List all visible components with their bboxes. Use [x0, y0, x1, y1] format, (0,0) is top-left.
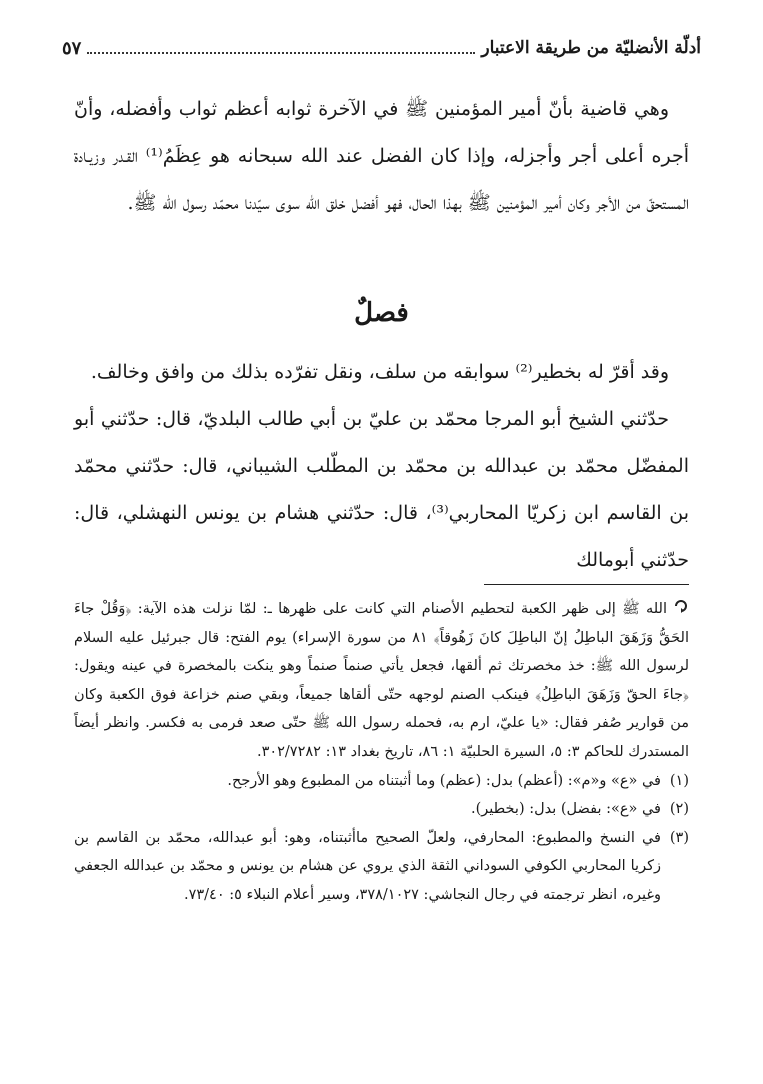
- footnote-3: [74, 824, 689, 910]
- page-number: ٥٧: [62, 37, 82, 59]
- footnote-continuation: [74, 595, 689, 767]
- continuation-arrow-icon: [667, 595, 689, 624]
- footnote-separator: [484, 584, 689, 585]
- paragraph-1: وهي قاضية بأنّ أمير المؤمنين ﷺ في الآخرة ثوابه أعظم ثواب وأفضله، وأنّ أجره أعلى أجر وأجزله، وإذا كان الفضل عند الله سبحانه هو عِظَمُ⁽¹⁾ القـدر وزيـادة المستحقّ من الأجر وكان أمير المؤمنين ﷺ بهذا الحال، فهو أفضل خلق الله سوى سيّدنا محمّد رسول الله ﷺ.: [74, 98, 689, 214]
- footnote-continuation-text: الله ﷺ إلى ظهر الكعبة لتحطيم الأصنام التي كانت على ظهرها ـ: لمّا نزلت هذه الآية: ﴿وَقُلْ جاءَ الحَقُّ وَزَهَقَ الباطِلُ إنّ الباطِلَ كانَ زَهُوقاً﴾ ٨١ من سورة الإسراء) يوم الفتح: قال جبرئيل عليه السلام لرسول الله ﷺ: خذ مخصرتك ثم ألقها، فجعل يأتي صنماً صنماً وهو ينكت بالمخصرة في عينه ويقول: ﴿جاءَ الحقّ وَزَهَقَ الباطِلُ﴾ فينكب الصنم لوجهه حتّى ألقاها جميعاً، وبقي صنم خزاعة فوق الكعبة وكان من قوارير صُفر فقال: «يا عليّ، ارم به، فحمله رسول الله ﷺ حتّى صعد فرمى به فكسر. وانظر أيضاً المستدرك للحاكم ٣: ٥، السيرة الحلبيّة ١: ٨٦، تاريخ بغداد ١٣: ٣٠٢/٧٢٨٢.: [74, 601, 689, 760]
- footnote-text: في النسخ والمطبوع: المحارفي، ولعلّ الصحيح ماأثبتناه، وهو: أبو عبدالله، محمّد بن القاسم بن زكريا المحاربي الكوفي السوداني الثقة الذي يروي عن هشام بن يونس و محمّد بن عبدالله الجعفي وغيره، انظر ترجمته في رجال النجاشي: ٣٧٨/١٠٢٧، وسير أعلام النبلاء ٥: ٧٣/٤٠.: [74, 829, 661, 903]
- footnote-marker: (١): [669, 772, 689, 789]
- footnote-marker: (٣): [669, 829, 689, 846]
- section-title: فصلٌ: [354, 298, 409, 328]
- paragraph-3: حدّثني الشيخ أبو المرجا محمّد بن عليّ بن أبي طالب البلديّ، قال: حدّثني أبو المفضّل محمّد بن عبدالله بن محمّد بن المطّلب الشيباني، قال: حدّثني محمّد بن القاسم ابن زكريّا المحاربي⁽³⁾، قال: حدّثني هشام بن يونس النهشلي، قال: حدّثني أبومالك: [74, 408, 690, 571]
- footnote-1: [74, 767, 689, 796]
- footnote-2: [74, 795, 689, 824]
- header-dot-leader: [87, 52, 475, 54]
- main-text: [74, 86, 689, 584]
- footnotes: [74, 595, 689, 910]
- footnote-text: في «ع»: بفضل) بدل: (بخطير).: [471, 801, 661, 818]
- footnote-marker: (٢): [669, 801, 689, 818]
- running-header: [62, 30, 701, 66]
- paragraph-2: وقد أقرّ له بخطير⁽²⁾ سوابقه من سلف، ونقل تفرّده بذلك من وافق وخالف.: [90, 361, 669, 383]
- header-title: أدلّة الأنضليّة من طريقة الاعتبار: [481, 38, 701, 58]
- footnote-text: في «ع» و«م»: (أعظم) بدل: (عظم) وما أثبتناه من المطبوع وهو الأرجح.: [227, 772, 661, 789]
